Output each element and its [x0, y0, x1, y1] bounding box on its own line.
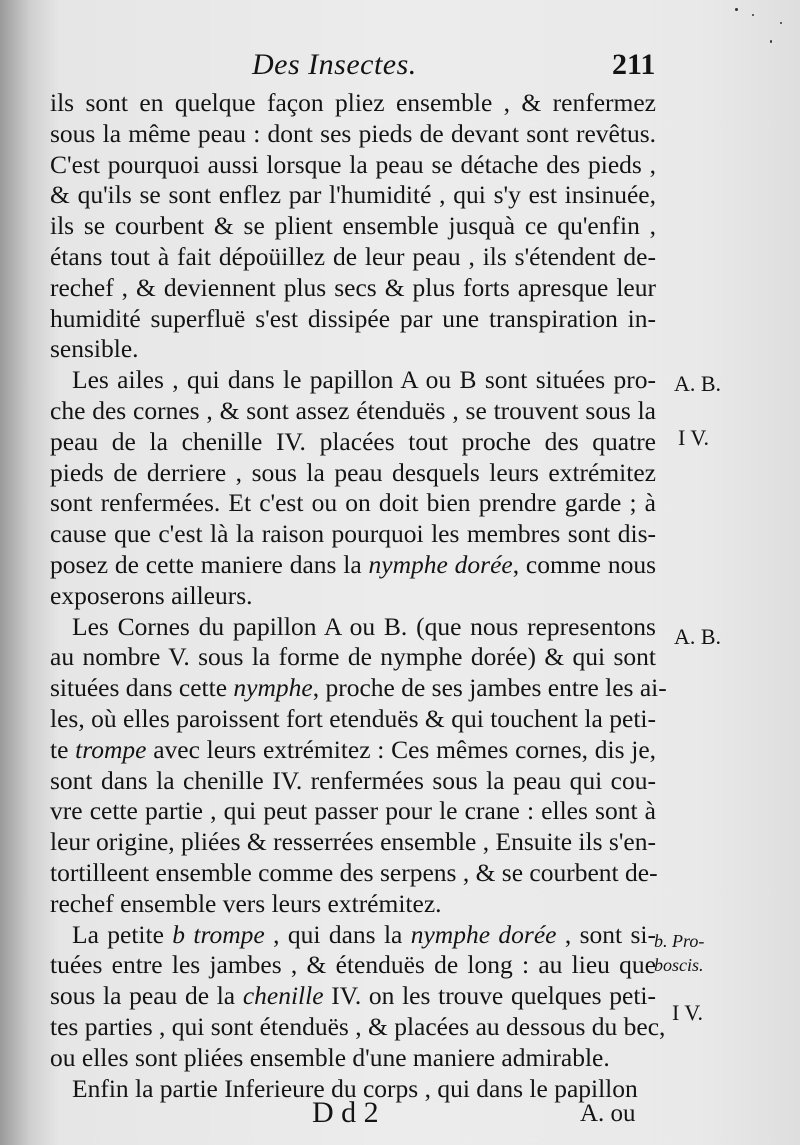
text-line: exposerons ailleurs.	[50, 580, 253, 610]
ink-speck	[780, 22, 782, 24]
text-line: au nombre V. sous la forme de nymphe dorée) & qui sont	[50, 642, 656, 672]
text-line: vre cette partie , qui peut passer pour le crane : elles sont à	[50, 796, 656, 826]
text-line: che des cornes , & sont assez étenduës , se trouvent sous la	[50, 395, 656, 425]
margin-note: b. Pro-	[654, 931, 705, 951]
margin-note: I V.	[678, 425, 709, 450]
text-line: les, où elles paroissent fort etenduës & qui touchent la peti-	[50, 703, 656, 733]
margin-note: I V.	[672, 1000, 703, 1025]
margin-note: A. B.	[674, 624, 722, 649]
page-footer	[0, 1096, 800, 1136]
text-line: C'est pourquoi aussi lorsque la peau se détache des pieds ,	[50, 149, 656, 179]
text-line: cause que c'est là la raison pourquoi les membres sont dis-	[50, 519, 656, 549]
signature-mark: D d 2	[312, 1096, 379, 1129]
text-line: rechef , & deviennent plus secs & plus forts apresque leur	[50, 272, 656, 302]
text-line: Les ailes , qui dans le papillon A ou B sont situées pro-	[72, 365, 656, 395]
text-line: sont renfermées. Et c'est ou on doit bien prendre garde ; à	[50, 488, 656, 518]
text-line: situées dans cette nymphe, proche de ses jambes entre les ai-	[50, 673, 667, 703]
text-line: pieds de derriere , sous la peau desquels leurs extrémitez	[50, 457, 656, 487]
text-line: & qu'ils se sont enflez par l'humidité , qui s'y est insinuée,	[50, 180, 656, 210]
page-header	[0, 48, 800, 84]
running-title: Des Insectes.	[252, 48, 417, 81]
catchword: A. ou	[580, 1100, 636, 1127]
text-line: Enfin la partie Inferieure du corps , qui dans le papillon	[72, 1073, 638, 1103]
page-number: 211	[612, 48, 656, 81]
text-line: ou elles sont pliées ensemble d'une maniere admirable.	[50, 1042, 610, 1072]
text-line: leur origine, pliées & resserrées ensemble , Ensuite ils s'en-	[50, 827, 656, 857]
text-line: tes parties , qui sont étenduës , & placées au dessous du bec,	[50, 1011, 666, 1041]
text-line: sous la peau de la chenille IV. on les trouve quelques peti-	[50, 981, 657, 1011]
text-line: peau de la chenille IV. placées tout proche des quatre	[50, 426, 656, 456]
text-line: te trompe avec leurs extrémitez : Ces mêmes cornes, dis je,	[50, 734, 657, 764]
text-line: sous la même peau : dont ses pieds de devant sont revêtus.	[50, 118, 656, 148]
text-line: sensible.	[50, 334, 139, 364]
ink-speck	[770, 40, 772, 43]
text-line: Les Cornes du papillon A ou B. (que nous representons	[72, 611, 656, 641]
text-line: posez de cette maniere dans la nymphe dorée, comme nous	[50, 549, 656, 579]
text-line: tuées entre les jambes , & étenduës de long : au lieu que	[50, 950, 656, 980]
margin-note: A. B.	[674, 371, 722, 396]
text-line: humidité superfluë s'est dissipée par une transpiration in-	[50, 303, 656, 333]
text-line: sont dans la chenille IV. renfermées sous la peau qui cou-	[50, 765, 656, 795]
text-line: ils sont en quelque façon pliez ensemble , & renfermez	[50, 88, 656, 117]
text-line: rechef ensemble vers leurs extrémitez.	[50, 888, 442, 918]
body-text	[50, 88, 667, 1104]
text-line: étans tout à fait dépoüillez de leur peau , ils s'étendent de-	[50, 241, 656, 271]
text-line: ils se courbent & se plient ensemble jusquà ce qu'enfin ,	[50, 211, 656, 241]
ink-speck	[752, 14, 754, 16]
ink-speck	[735, 8, 738, 11]
margin-note: boscis.	[654, 955, 704, 975]
text-line: tortilleent ensemble comme des serpens , & se courbent de-	[50, 857, 658, 887]
text-line: La petite b trompe , qui dans la nymphe dorée , sont si-	[72, 919, 657, 949]
